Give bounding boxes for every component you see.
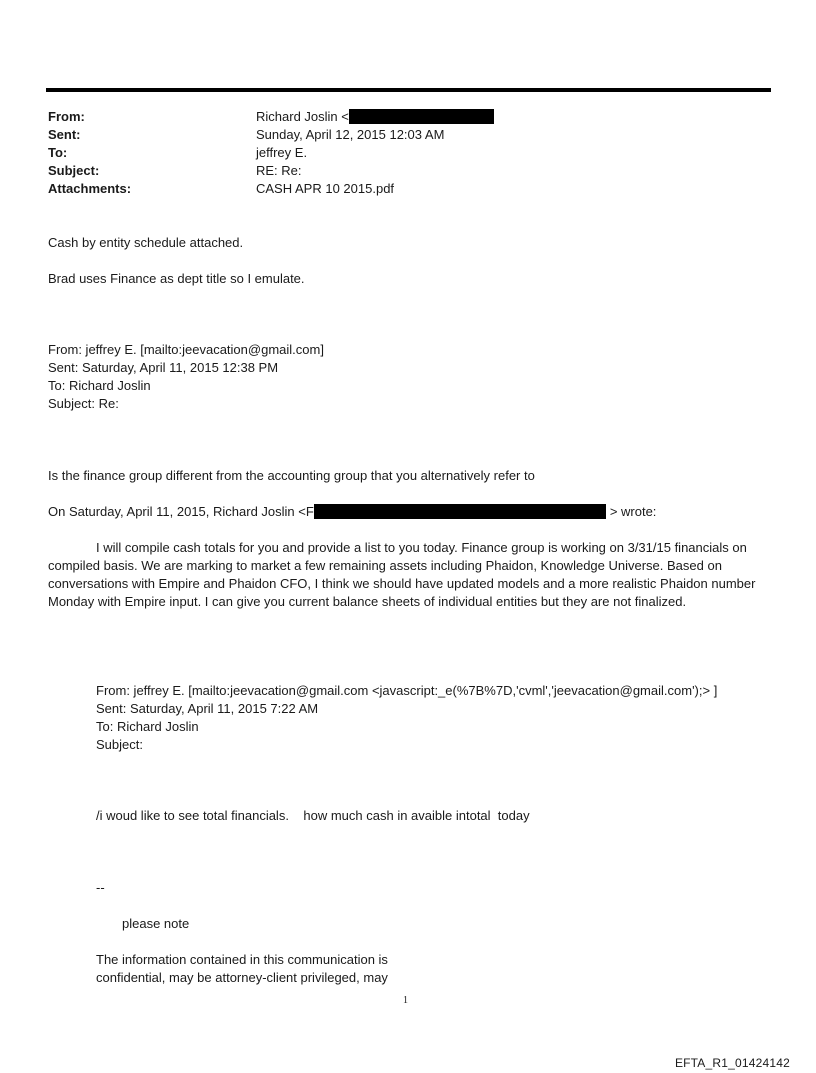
redaction-block xyxy=(314,504,606,519)
body-line-2: Brad uses Finance as dept title so I emulate. xyxy=(48,271,305,286)
bates-number: EFTA_R1_01424142 xyxy=(674,1056,790,1070)
email-header xyxy=(48,108,748,200)
header-rule xyxy=(46,88,771,92)
quote2-from: From: jeffrey E. [mailto:jeevacation@gmail.com <javascript:_e(%7B%7D,'cvml','jeevacation@gmail.com');> ] xyxy=(96,683,718,698)
to-label: To: xyxy=(48,145,68,160)
wrote-prefix: On Saturday, April 11, 2015, Richard Joslin < xyxy=(48,504,306,519)
quote2-sent: Sent: Saturday, April 11, 2015 7:22 AM xyxy=(96,701,319,716)
from-sender: Richard Joslin < xyxy=(256,109,349,124)
quote1-question: Is the finance group different from the accounting group that you alternatively refer to xyxy=(48,468,535,483)
disclaimer-line-1: The information contained in this communication is xyxy=(96,952,388,967)
quote1-to: To: Richard Joslin xyxy=(48,378,151,393)
attachments-value: CASH APR 10 2015.pdf xyxy=(256,181,395,196)
from-label: From: xyxy=(48,109,85,124)
redaction-block xyxy=(349,109,494,124)
page-number: 1 xyxy=(403,995,408,1006)
quote1-wrote-line xyxy=(48,503,656,521)
disclaimer-line-2: confidential, may be attorney-client privileged, may xyxy=(96,970,388,985)
attachments-label: Attachments: xyxy=(48,181,132,196)
from-value xyxy=(256,108,494,126)
quote1-subject: Subject: Re: xyxy=(48,396,119,411)
sent-value: Sunday, April 12, 2015 12:03 AM xyxy=(256,127,445,142)
signature-dashes: -- xyxy=(96,880,105,895)
please-note: please note xyxy=(122,916,190,931)
wrote-suffix: > wrote: xyxy=(609,504,657,519)
sent-label: Sent: xyxy=(48,127,81,142)
quote2-to: To: Richard Joslin xyxy=(96,719,199,734)
subject-value: RE: Re: xyxy=(256,163,302,178)
body-line-1: Cash by entity schedule attached. xyxy=(48,235,244,250)
wrote-redacted-char: F xyxy=(305,504,314,519)
quote2-message: /i woud like to see total financials. how much cash in avaible intotal today xyxy=(96,808,530,823)
quote1-from: From: jeffrey E. [mailto:jeevacation@gmail.com] xyxy=(48,342,324,357)
quote1-sent: Sent: Saturday, April 11, 2015 12:38 PM xyxy=(48,360,279,375)
quote1-reply-paragraph: I will compile cash totals for you and provide a list to you today. Finance group is working on 3/31/15 financials on compiled basis. We are marking to market a few remaining assets including Phaidon, Knowledge Universe. Based on conversations with Empire and Phaidon CFO, I think we should have updated models and a more realistic Phaidon number Monday with Empire input. I can give you current balance sheets of individual entities but they are not finalized. xyxy=(48,540,756,609)
to-value: jeffrey E. xyxy=(256,145,308,160)
quote2-subject: Subject: xyxy=(96,737,143,752)
subject-label: Subject: xyxy=(48,163,100,178)
